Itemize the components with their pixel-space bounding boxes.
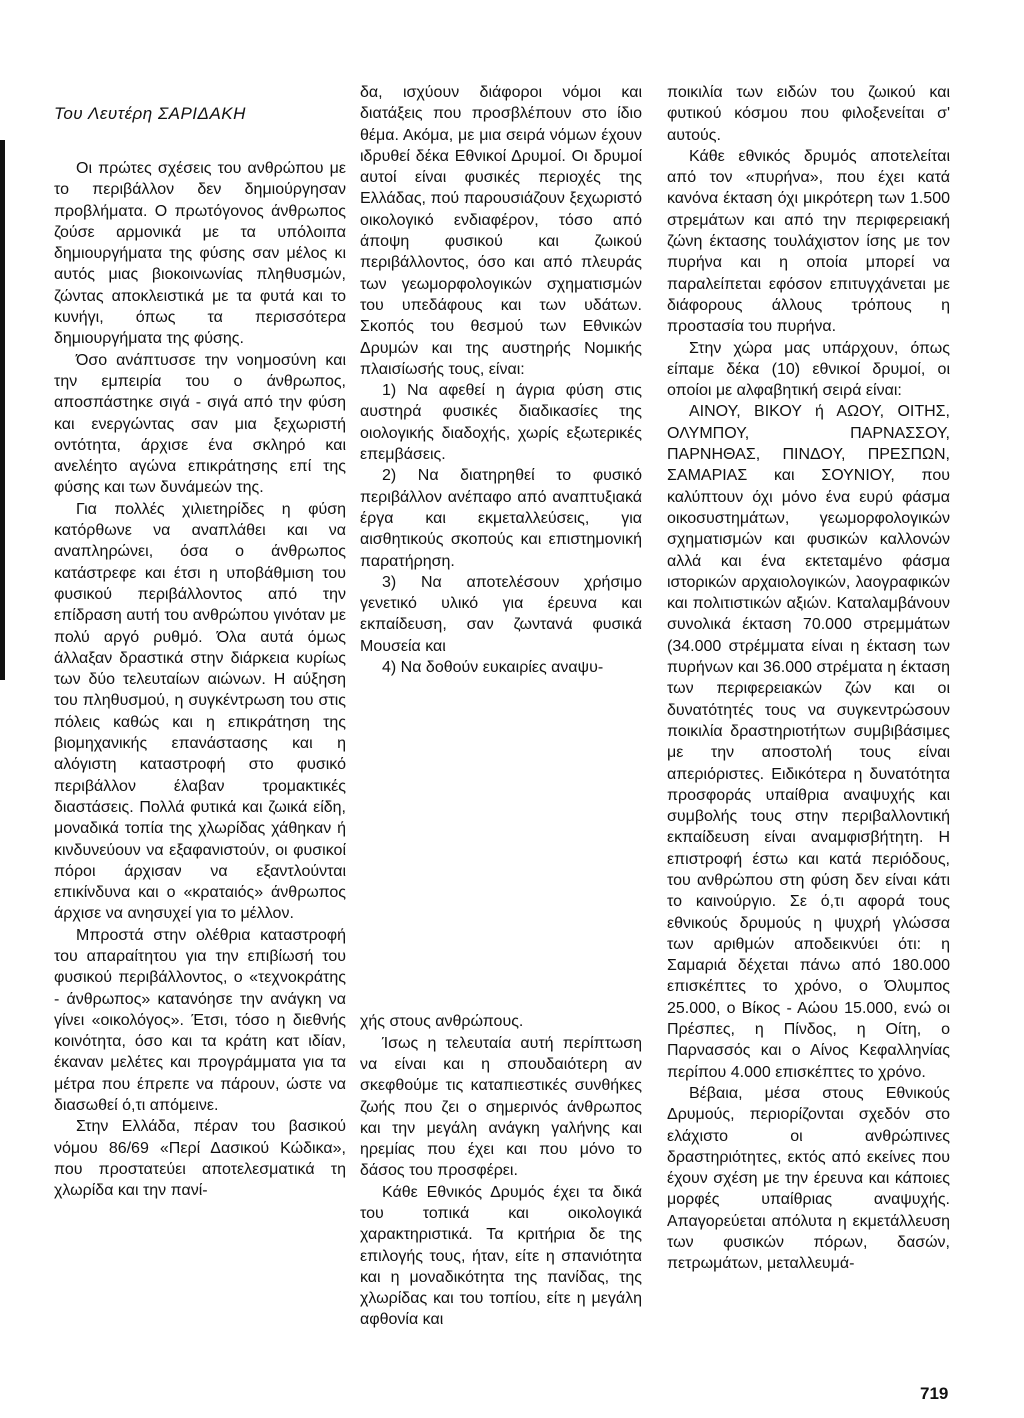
paragraph: Ίσως η τελευταία αυτή περίπτωση να είναι και η σπουδαιότερη αν σκεφθούμε τις καταπιεστικές συνθήκες ζωής που ζει ο σημερινός άνθρωπος και την μεγάλη ανάγκη γαλήνης και ηρεμίας που έχει και που μόνο το δάσος του προσφέρει. xyxy=(360,1034,642,1180)
paragraph: χής στους ανθρώπους. xyxy=(360,1013,524,1031)
paragraph: Στην Ελλάδα, πέραν του βασικού νόμου 86/69 «Περί Δασικού Κώδικα», που προστατεύει αποτελεσματικά τη χλωρίδα και την πανί- xyxy=(54,1118,346,1200)
binding-edge-mark xyxy=(0,140,5,680)
page-number: 719 xyxy=(920,1384,949,1403)
text-column-2 xyxy=(360,82,642,1331)
paragraph: Οι πρώτες σχέσεις του ανθρώπου με το περιβάλλον δεν δημιούργησαν προβλήματα. Ο πρωτόγονος άνθρωπος ζούσε αρμονικά με τα υπόλοιπα δημιουργήματα της φύσης σαν μέλος κι αυτός μιας βιοκοινωνίας πληθυσμών, ζώντας αποκλειστικά με τα φυτά και το κυνήγι, όπως τα περισσότερα δημιουργήματα της φύσης. xyxy=(54,160,346,348)
paragraph: 3) Να αποτελέσουν χρήσιμο γενετικό υλικό για έρευνα και εκπαίδευση, σαν ζωντανά φυσικά Μουσεία και xyxy=(360,573,642,655)
paragraph: Κάθε Εθνικός Δρυμός έχει τα δικά του τοπικά και οικολογικά χαρακτηριστικά. Τα κριτήρια δε της επιλογής τους, ήταν, είτε η σπανιότητα και η μοναδικότητα της πανίδας, της χλωρίδας και του τοπίου, είτε η μεγάλη αφθονία και xyxy=(360,1183,642,1329)
paragraph: 4) Να δοθούν ευκαιρίες αναψυ- xyxy=(382,659,604,677)
text-column-3 xyxy=(667,82,950,1275)
paragraph: Όσο ανάπτυσσε την νοημοσύνη και την εμπειρία του ο άνθρωπος, αποσπάστηκε σιγά - σιγά από την φύση και ενεργώντας σαν μια ξεχωριστή οντότητα, άρχισε ένα σκληρό και ανελέητο αγώνα επικράτησης επί της φύσης και των δυνάμεών της. xyxy=(54,351,346,497)
paragraph: Βέβαια, μέσα στους Εθνικούς Δρυμούς, περιορίζονται σχεδόν στο ελάχιστο οι ανθρώπινες δραστηριότητες, εκτός από εκείνες που έχουν σχέση με την έρευνα και κάποιες μορφές υπαίθριας αναψυχής. Απαγορεύεται απόλυτα η εκμετάλλευση των φυσικών πόρων, δασών, πετρωμάτων, μεταλλευμά- xyxy=(667,1084,950,1273)
paragraph: ποικιλία των ειδών του ζωικού και φυτικού κόσμου που φιλοξενείται σ' αυτούς. xyxy=(667,84,950,144)
paragraph: 2) Να διατηρηθεί το φυσικό περιβάλλον ανέπαφο από αναπτυξιακά έργα και εκμεταλλεύσεις, για αισθητικούς σκοπούς και επιστημονική παρατήρηση. xyxy=(360,467,642,570)
author-byline: Του Λευτέρη ΣΑΡΙΔΑΚΗ xyxy=(54,104,246,123)
paragraph: Στην χώρα μας υπάρχουν, όπως είπαμε δέκα (10) εθνικοί δρυμοί, οι οποίοι με αλφαβητική σειρά είναι: xyxy=(667,339,950,400)
blank-space xyxy=(360,678,642,1011)
paragraph: Μπροστά στην ολέθρια καταστροφή του απαραίτητου για την επιβίωσή του φυσικού περιβάλλοντος, ο «τεχνοκράτης - άνθρωπος» κατανόησε την ανάγκη να γίνει «οικολόγος». Έτσι, τόσο η διεθνής κοινότητα, όσο και τα κράτη κατ ιδίαν, έκαναν μελέτες και προγράμματα για τα μέτρα που έπρεπε να πάρουν, ώστε να διασωθεί ό,τι απόμεινε. xyxy=(54,926,346,1115)
paragraph: Κάθε εθνικός δρυμός αποτελείται από τον «πυρήνα», που έχει κατά κανόνα έκταση όχι μικρότερη των 1.500 στρεμάτων και από την περιφερειακή ζώνη έκτασης τουλάχιστον ίσης με τον πυρήνα και η οποία μπορεί να παραλείπεται εφόσον επιτυγχάνεται με διάφορους άλλους τρόπους η προστασία του πυρήνα. xyxy=(667,147,950,336)
paragraph: Για πολλές χιλιετηρίδες η φύση κατόρθωνε να αναπλάθει και να αναπληρώνει, όσα ο άνθρωπος κατάστρεφε και έτσι η υποβάθμιση του φυσικού περιβάλλοντος από την επίδραση αυτή του ανθρώπου γινόταν με πολύ αργό ρυθμό. Όλα αυτά όμως άλλαξαν δραστικά στην διάρκεια κυρίως των δύο τελευταίων αιώνων. Η αύξηση του πληθυσμού, η συγκέντρωση του στις πόλεις καθώς και η επικράτηση της βιομηχανικής επανάστασης και η αλόγιστη καταστροφή στο φυσικό περιβάλλον έλαβαν τρομακτικές διαστάσεις. Πολλά φυτικά και ζωικά είδη, μοναδικά τοπία της χλωρίδας χάθηκαν ή κινδυνεύουν να εξαφανιστούν, οι φυσικοί πόροι άρχισαν να εξαντλούνται επικίνδυνα και ο «κραταιός» άνθρωπος άρχισε να ανησυχεί για το μέλλον. xyxy=(54,500,346,923)
paragraph: δα, ισχύουν διάφοροι νόμοι και διατάξεις που προσβλέπουν στο ίδιο θέμα. Ακόμα, με μια σειρά νόμων έχουν ιδρυθεί δέκα Εθνικοί Δρυμοί. Οι δρυμοί αυτοί είναι φυσικές περιοχές της Ελλάδας, πού παρουσιάζουν ξεχωριστό οικολογικό ενδιαφέρον, τόσο από άποψη φυσικού και ζωικού περιβάλλοντος, όσο και από πλευράς των γεωμορφολογικών σχηματισμών του υπεδάφους και των υδάτων. Σκοπός του θεσμού των Εθνικών Δρυμών και της αυστηρής Νομικής πλαισίωσής τους, είναι: xyxy=(360,84,642,378)
paragraph: 1) Να αφεθεί η άγρια φύση στις αυστηρά φυσικές διαδικασίες της οιολογικής διαδοχής, χωρίς εξωτερικές επεμβάσεις. xyxy=(360,382,642,464)
paragraph: ΑΙΝΟΥ, ΒΙΚΟΥ ή ΑΩΟΥ, ΟΙΤΗΣ, ΟΛΥΜΠΟΥ, ΠΑΡΝΑΣΣΟΥ, ΠΑΡΝΗΘΑΣ, ΠΙΝΔΟΥ, ΠΡΕΣΠΩΝ, ΣΑΜΑΡΙΑΣ και ΣΟΥΝΙΟΥ, που καλύπτουν όχι μόνο ένα ευρύ φάσμα οικοσυστημάτων, γεωμορφολογικών σχηματισμών και φυσικών καλλονών αλλά και ένα εκτεταμένο φάσμα ιστορικών αρχαιολογικών, λαογραφικών και πολιτιστικών αξιών. Καταλαμβάνουν συνολικά έκταση 70.000 στρεμμάτων (34.000 στρέμματα είναι η έκταση των πυρήνων και 36.000 στρέματα η έκταση των περιφερειακών ζών και οι δυνατότητές τους να συγκεντρώσουν ποικιλία δραστηριοτήτων συμβιβάσιμες με την αποστολή τους είναι απεριόριστες. Ειδικότερα η δυνατότητα προσφοράς υπαίθρια αναψυχής και συμβολής τους στην περιβαλλοντική εκπαίδευση είναι αναμφισβήτητη. Η επιστροφή έστω και κατά περιόδους, του ανθρώπου στη φύση δεν είναι κάτι το καινούργιο. Σε ό,τι αφορά τους εθνικούς δρυμούς η ψυχρή γλώσσα των αριθμών αποδεικνύει ότι: η Σαμαριά δέχεται πάνω από 180.000 επισκέπτες το χρόνο, ο Όλυμπος 25.000, ο Βίκος - Αώου 15.000, ενώ οι Πρέσπες, η Πίνδος, η Οίτη, ο Παρνασσός και ο Αίνος Κεφαλληνίας περίπου 4.000 επισκέπτες το χρόνο. xyxy=(667,403,950,1081)
text-column-1 xyxy=(54,82,346,1202)
